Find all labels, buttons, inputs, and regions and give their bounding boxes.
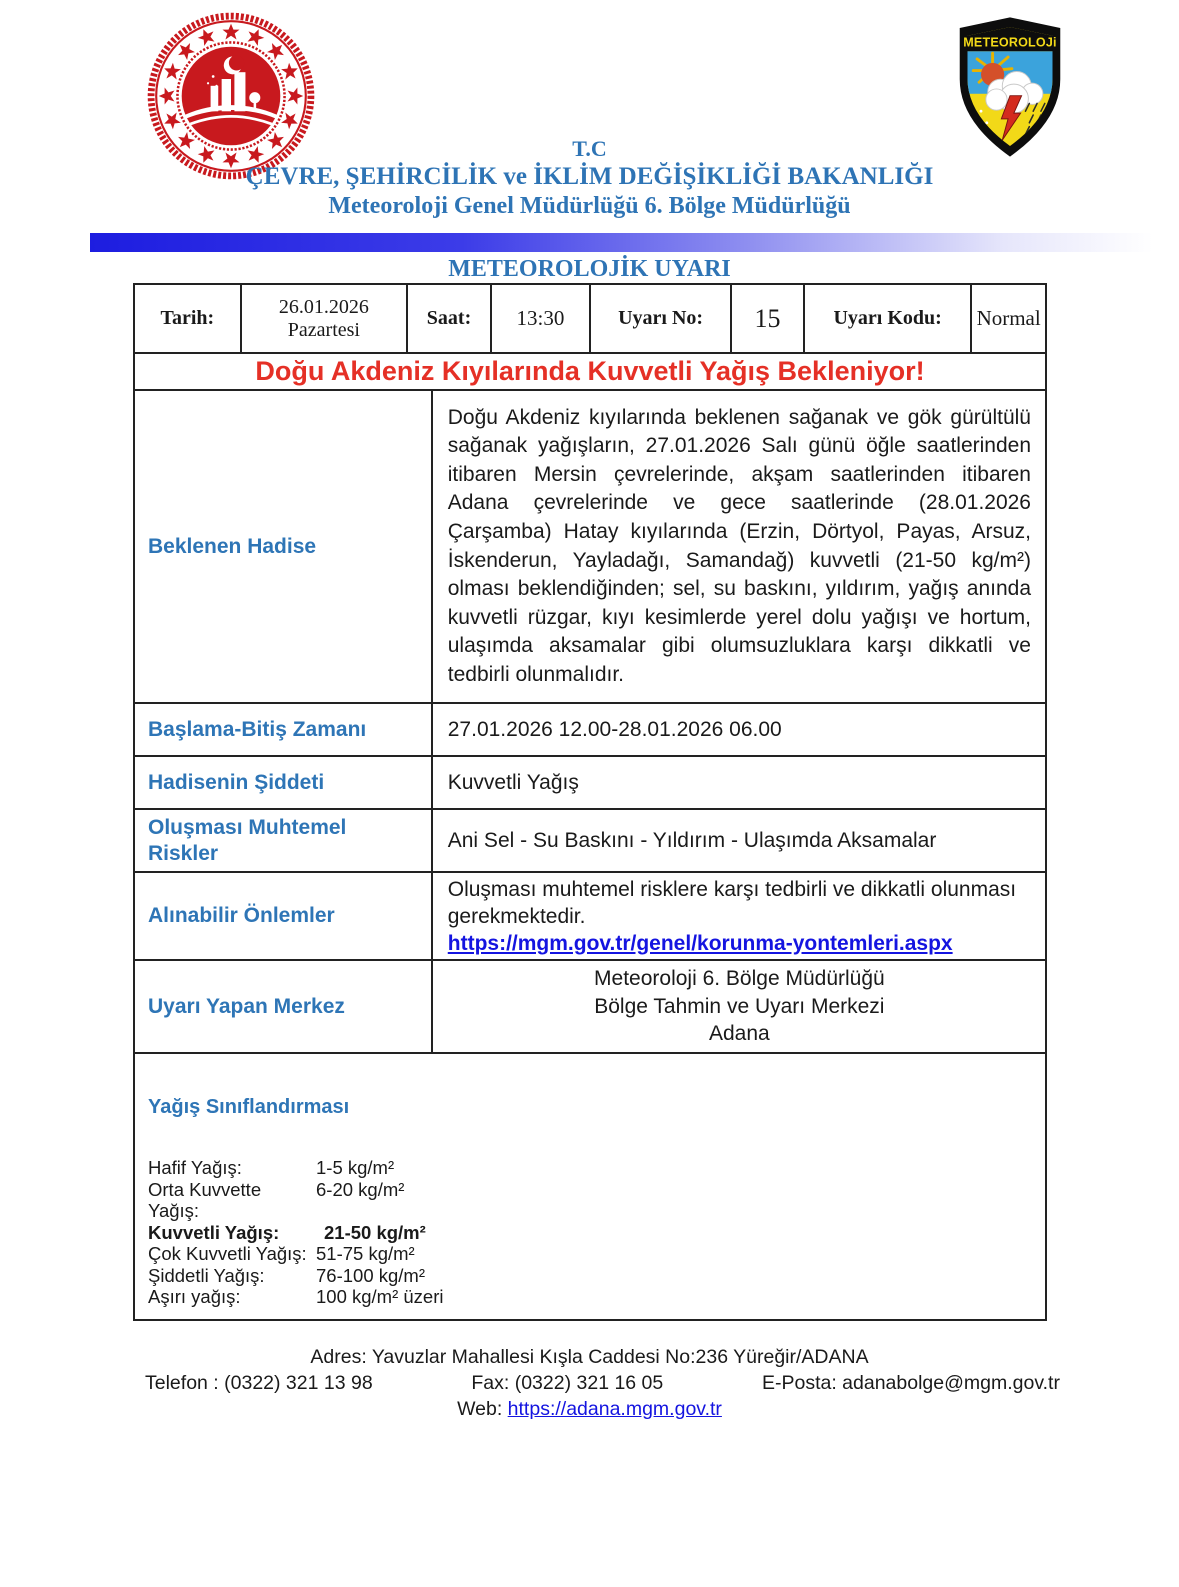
precautions-row bbox=[135, 871, 1045, 959]
issuing-center-line: Adana bbox=[709, 1022, 770, 1046]
classification-item-label: Kuvvetli Yağış: bbox=[148, 1221, 280, 1243]
classification-item-label: Şiddetli Yağış: bbox=[148, 1264, 265, 1286]
issuing-center-row bbox=[135, 959, 1045, 1052]
header-directorate-name: Meteoroloji Genel Müdürlüğü 6. Bölge Müdürlüğü bbox=[328, 193, 851, 219]
time-label: Saat: bbox=[406, 285, 490, 352]
footer-email: E-Posta: adanabolge@mgm.gov.tr bbox=[761, 1372, 1060, 1394]
precautions-content-cell bbox=[431, 873, 1045, 959]
precautions-label: Alınabilir Önlemler bbox=[148, 904, 335, 927]
period-row bbox=[135, 702, 1045, 755]
document-footer bbox=[0, 1345, 1179, 1422]
classification-item bbox=[148, 1265, 1045, 1287]
classification-row bbox=[135, 1052, 1045, 1319]
date-label: Tarih: bbox=[160, 307, 215, 329]
classification-item-value: 51-75 kg/m² bbox=[316, 1243, 415, 1264]
footer-phone: Telefon : (0322) 321 13 98 bbox=[145, 1372, 373, 1394]
precautions-label-cell bbox=[135, 873, 431, 959]
warning-no-value: 15 bbox=[730, 285, 803, 352]
classification-item-value: 76-100 kg/m² bbox=[316, 1264, 425, 1286]
severity-row bbox=[135, 755, 1045, 808]
warning-code-value: Normal bbox=[970, 285, 1045, 352]
precautions-text: Oluşması muhtemel risklere karşı tedbirli ve dikkatli olunması gerekmektedir. bbox=[447, 877, 1017, 928]
expected-event-text: Doğu Akdeniz kıyılarında beklenen sağanak ve gök gürültülü sağanak yağışların, 27.01.2026 Salı günü öğle saatlerinden itibaren Mersin çevrelerinde, akşam saatlerinden itibaren Adana çevrelerinde ve gece saatlerinde (28.01.2026 Çarşamba) Hatay kıyılarında (Erzin, Dörtyol, Payas, Arsuz, İskenderun, Yayladağı, Samandağ) kuvvetli (21-50 kg/m²) olması beklendiğinden; sel, su baskını, yıldırım, yağış anında kuvvetli rüzgar, kıyı kesimlerde yerel dolu yağışı ve hortum, ulaşımda aksamalar gibi olumsuzluklara karşı dikkatli ve tedbirli olunmalıdır. bbox=[447, 405, 1031, 686]
classification-item bbox=[148, 1243, 1045, 1265]
classification-item bbox=[148, 1157, 1045, 1179]
warning-code-label: Uyarı Kodu: bbox=[803, 285, 970, 352]
expected-event-row bbox=[135, 389, 1045, 702]
issuing-center-line: Bölge Tahmin ve Uyarı Merkezi bbox=[594, 994, 885, 1018]
classification-list bbox=[148, 1157, 1045, 1308]
classification-item-value: 1-5 kg/m² bbox=[316, 1157, 395, 1178]
header-tc: T.C bbox=[572, 136, 607, 161]
period-label: Başlama-Bitiş Zamanı bbox=[148, 717, 367, 741]
risks-label-cell bbox=[135, 810, 431, 871]
footer-contacts bbox=[145, 1371, 1060, 1396]
info-row bbox=[135, 285, 1045, 352]
date-value-date: 26.01.2026 bbox=[278, 295, 369, 318]
page-title: METEOROLOJİK UYARI bbox=[448, 256, 731, 282]
expected-event-content-cell bbox=[431, 391, 1045, 702]
warning-table bbox=[133, 283, 1047, 1321]
expected-event-label: Beklenen Hadise bbox=[148, 534, 317, 558]
classification-item-label: Aşırı yağış: bbox=[148, 1286, 241, 1307]
classification-item-value: 21-50 kg/m² bbox=[324, 1221, 426, 1243]
risks-value: Ani Sel - Su Baskını - Yıldırım - Ulaşımda Aksamalar bbox=[431, 810, 1045, 871]
date-value bbox=[240, 285, 407, 352]
footer-web bbox=[0, 1397, 1179, 1422]
issuing-center-label: Uyarı Yapan Merkez bbox=[148, 994, 345, 1018]
risks-row bbox=[135, 808, 1045, 871]
footer-fax: Fax: (0322) 321 16 05 bbox=[471, 1372, 664, 1394]
precautions-link[interactable]: https://mgm.gov.tr/genel/korunma-yontemleri.aspx bbox=[447, 931, 953, 955]
issuing-center-label-cell bbox=[135, 961, 431, 1052]
risks-label: Oluşması Muhtemel Riskler bbox=[148, 815, 347, 865]
footer-address: Adres: Yavuzlar Mahallesi Kışla Caddesi No:236 Yüreğir/ADANA bbox=[310, 1346, 869, 1368]
expected-event-label-cell bbox=[135, 391, 431, 702]
classification-section bbox=[135, 1054, 1045, 1308]
classification-item-highlighted bbox=[148, 1222, 1045, 1244]
header-divider-bar bbox=[90, 233, 1153, 252]
classification-item-value: 6-20 kg/m² bbox=[316, 1178, 405, 1200]
footer-web-link[interactable]: https://adana.mgm.gov.tr bbox=[507, 1398, 722, 1420]
period-label-cell bbox=[135, 704, 431, 755]
classification-item-label: Hafif Yağış: bbox=[148, 1157, 242, 1178]
document-header bbox=[0, 136, 1179, 220]
alert-headline-row bbox=[135, 352, 1045, 389]
classification-item bbox=[148, 1179, 1045, 1222]
header-ministry-name: ÇEVRE, ŞEHİRCİLİK ve İKLİM DEĞİŞİKLİĞİ BAKANLIĞI bbox=[245, 163, 934, 190]
classification-item bbox=[148, 1286, 1045, 1308]
issuing-center-content-cell bbox=[431, 961, 1045, 1052]
severity-value: Kuvvetli Yağış bbox=[431, 757, 1045, 808]
alert-headline: Doğu Akdeniz Kıyılarında Kuvvetli Yağış Bekleniyor! bbox=[255, 356, 925, 386]
classification-item-value: 100 kg/m² üzeri bbox=[316, 1286, 444, 1307]
period-value: 27.01.2026 12.00-28.01.2026 06.00 bbox=[431, 704, 1045, 755]
time-value: 13:30 bbox=[490, 285, 589, 352]
date-value-day: Pazartesi bbox=[287, 318, 360, 341]
severity-label-cell bbox=[135, 757, 431, 808]
severity-label: Hadisenin Şiddeti bbox=[148, 770, 325, 794]
classification-title: Yağış Sınıflandırması bbox=[148, 1096, 350, 1118]
warning-no-label: Uyarı No: bbox=[589, 285, 730, 352]
issuing-center-line: Meteoroloji 6. Bölge Müdürlüğü bbox=[594, 967, 885, 991]
footer-web-label: Web: bbox=[457, 1398, 503, 1420]
classification-item-label: Orta Kuvvette Yağış: bbox=[148, 1178, 262, 1221]
badge-title: METEOROLOJi bbox=[963, 35, 1057, 50]
classification-item-label: Çok Kuvvetli Yağış: bbox=[148, 1243, 307, 1264]
